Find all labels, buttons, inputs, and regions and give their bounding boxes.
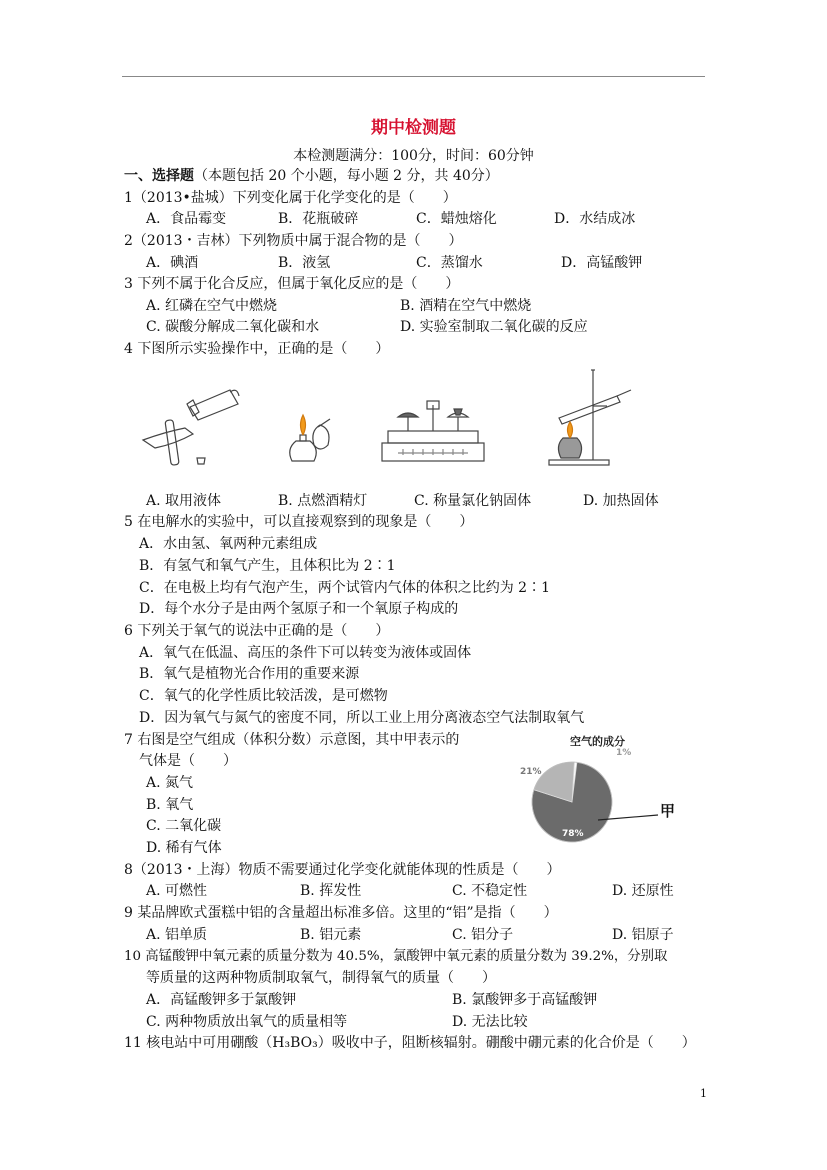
balance-figure	[378, 395, 488, 467]
q7-stem: 7 右图是空气组成（体积分数）示意图，其中甲表示的	[124, 732, 460, 748]
q1-option-a: A．食品霉变	[146, 211, 227, 227]
q9-option-c: C. 铝分子	[452, 927, 514, 943]
q6-option-c: C．氧气的化学性质比较活泼，是可燃物	[139, 688, 388, 704]
q4-option-a: A. 取用液体	[146, 493, 222, 509]
q10-option-d: D. 无法比较	[452, 1014, 528, 1030]
q7-option-b: B. 氧气	[146, 797, 194, 813]
q6-option-a: A．氧气在低温、高压的条件下可以转变为液体或固体	[139, 645, 472, 661]
heating-solid-figure	[545, 366, 635, 466]
q5-option-b: B．有氢气和氧气产生，且体积比为 2∶1	[139, 558, 396, 574]
q1-option-d: D．水结成冰	[554, 211, 636, 227]
q4-stem: 4 下图所示实验操作中，正确的是（ ）	[124, 341, 390, 357]
q8-option-d: D. 还原性	[612, 883, 674, 899]
q7-option-a: A. 氮气	[146, 775, 194, 791]
q5-option-a: A．水由氢、氧两种元素组成	[139, 536, 318, 552]
section-desc: （本题包括 20 个小题，每小题 2 分，共 40分）	[194, 168, 499, 184]
q11-stem: 11 核电站中可用硼酸（H₃BO₃）吸收中子，阻断核辐射。硼酸中硼元素的化合价是（ ）	[124, 1035, 696, 1051]
q8-stem: 8（2013・上海）物质不需要通过化学变化就能体现的性质是（ ）	[124, 862, 561, 878]
q2-stem: 2（2013・吉林）下列物质中属于混合物的是（ ）	[124, 233, 463, 249]
q4-option-d: D. 加热固体	[583, 493, 659, 509]
q3-option-d: D. 实验室制取二氧化碳的反应	[400, 319, 588, 335]
q6-option-d: D．因为氧气与氮气的密度不同，所以工业上用分离液态空气法制取氧气	[139, 710, 585, 726]
q1-stem: 1（2013•盐城）下列变化属于化学变化的是（ ）	[124, 190, 457, 206]
q10-option-b: B. 氯酸钾多于高锰酸钾	[452, 992, 598, 1008]
q2-option-a: A．碘酒	[146, 255, 199, 271]
section-label: 一、选择题	[124, 168, 194, 184]
annotation-jia: 甲	[660, 802, 676, 820]
q7-stem-cont: 气体是（ ）	[139, 753, 237, 769]
q1-option-b: B．花瓶破碎	[278, 211, 359, 227]
q3-stem: 3 下列不属于化合反应，但属于氧化反应的是（ ）	[124, 276, 460, 292]
q10-option-a: A．高锰酸钾多于氯酸钾	[146, 992, 297, 1008]
q7-option-d: D. 稀有气体	[146, 840, 222, 856]
pour-liquid-figure	[135, 382, 245, 467]
q10-stem: 10 高锰酸钾中氧元素的质量分数为 40.5%，氯酸钾中氧元素的质量分数为 39.2%，分别取	[124, 949, 668, 964]
slice-label-21pct: 21%	[520, 767, 542, 777]
header-rule	[122, 76, 705, 77]
q10-option-c: C. 两种物质放出氧气的质量相等	[146, 1014, 348, 1030]
q7-option-c: C. 二氧化碳	[146, 818, 222, 834]
alcohol-lamp-figure	[280, 405, 340, 465]
air-composition-pie-chart	[510, 728, 690, 848]
q9-option-d: D. 铝原子	[612, 927, 674, 943]
q3-option-b: B. 酒精在空气中燃烧	[400, 298, 532, 314]
page-subtitle: 本检测题满分：100分，时间：60分钟	[293, 148, 534, 164]
q2-option-b: B．液氢	[278, 255, 331, 271]
q8-option-a: A. 可燃性	[146, 883, 208, 899]
q8-option-c: C. 不稳定性	[452, 883, 528, 899]
q5-option-d: D．每个水分子是由两个氢原子和一个氧原子构成的	[139, 601, 459, 617]
q10-stem-cont: 等质量的这两种物质制取氧气，制得氧气的质量（ ）	[146, 970, 496, 986]
q4-option-c: C. 称量氯化钠固体	[414, 493, 532, 509]
q1-option-c: C．蜡烛熔化	[416, 211, 497, 227]
slice-label-1pct: 1%	[616, 748, 632, 758]
q6-option-b: B．氧气是植物光合作用的重要来源	[139, 666, 360, 682]
q5-stem: 5 在电解水的实验中，可以直接观察到的现象是（ ）	[124, 514, 474, 530]
chart-title: 空气的成分	[570, 735, 625, 748]
q9-option-b: B. 铝元素	[300, 927, 362, 943]
q6-stem: 6 下列关于氧气的说法中正确的是（ ）	[124, 623, 390, 639]
q4-option-b: B. 点燃酒精灯	[278, 493, 368, 509]
page-number: 1	[700, 1087, 707, 1100]
q3-option-a: A. 红磷在空气中燃烧	[146, 298, 278, 314]
q2-option-c: C．蒸馏水	[416, 255, 483, 271]
slice-label-78pct: 78%	[562, 829, 584, 839]
q2-option-d: D．高锰酸钾	[561, 255, 643, 271]
q3-option-c: C. 碳酸分解成二氧化碳和水	[146, 319, 320, 335]
q5-option-c: C．在电极上均有气泡产生，两个试管内气体的体积之比约为 2∶1	[139, 580, 550, 596]
page-title: 期中检测题	[371, 118, 456, 138]
q9-option-a: A. 铝单质	[146, 927, 208, 943]
q9-stem: 9 某品牌欧式蛋糕中铝的含量超出标准多倍。这里的“铝”是指（ ）	[124, 905, 558, 921]
q8-option-b: B. 挥发性	[300, 883, 362, 899]
section-heading	[124, 167, 499, 185]
